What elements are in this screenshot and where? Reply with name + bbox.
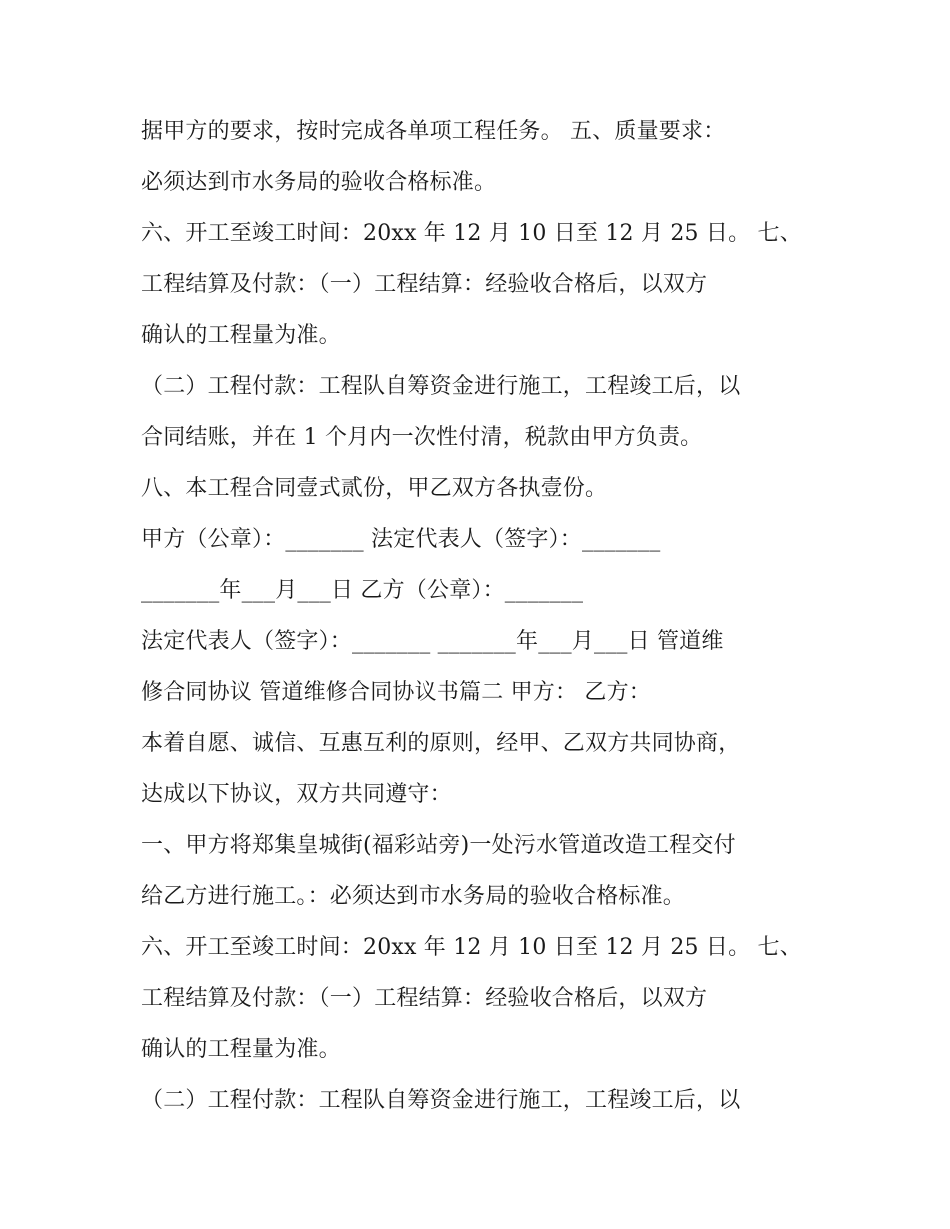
text-line: 甲方（公章）：_______ 法定代表人（签字）：_______ bbox=[141, 527, 661, 552]
text-line: 合同结账，并在 1 个月内一次性付清，税款由甲方负责。 bbox=[141, 425, 703, 450]
text-line: 给乙方进行施工。：必须达到市水务局的验收合格标准。 bbox=[141, 884, 686, 909]
document-body bbox=[141, 106, 841, 1126]
text-line: 六、开工至竣工时间：20xx 年 12 月 10 日至 12 月 25 日。 七、 bbox=[141, 221, 802, 246]
text-line: 确认的工程量为准。 bbox=[141, 1037, 341, 1062]
text-line: 工程结算及付款：（一）工程结算：经验收合格后，以双方 bbox=[141, 272, 708, 297]
text-line: 达成以下协议，双方共同遵守： bbox=[141, 782, 452, 807]
text-line: 六、开工至竣工时间：20xx 年 12 月 10 日至 12 月 25 日。 七、 bbox=[141, 935, 802, 960]
text-line: 工程结算及付款：（一）工程结算：经验收合格后，以双方 bbox=[141, 986, 708, 1011]
text-line: （二）工程付款：工程队自筹资金进行施工，工程竣工后，以 bbox=[141, 1088, 741, 1113]
text-line: 法定代表人（签字）：_______ _______年___月___日 管道维 bbox=[141, 629, 724, 654]
text-line: 本着自愿、诚信、互惠互利的原则，经甲、乙双方共同协商， bbox=[141, 731, 741, 756]
text-line: （二）工程付款：工程队自筹资金进行施工，工程竣工后，以 bbox=[141, 374, 741, 399]
text-line: 一、甲方将郑集皇城街(福彩站旁)一处污水管道改造工程交付 bbox=[141, 833, 736, 858]
text-line: 据甲方的要求，按时完成各单项工程任务。 五、质量要求： bbox=[141, 119, 726, 144]
text-line: 八、本工程合同壹式贰份，甲乙双方各执壹份。 bbox=[141, 476, 608, 501]
text-line: _______年___月___日 乙方（公章）：_______ bbox=[141, 578, 584, 603]
text-line: 确认的工程量为准。 bbox=[141, 323, 341, 348]
text-line: 修合同协议 管道维修合同协议书篇二 甲方： 乙方： bbox=[141, 680, 651, 705]
text-line: 必须达到市水务局的验收合格标准。 bbox=[141, 170, 497, 195]
